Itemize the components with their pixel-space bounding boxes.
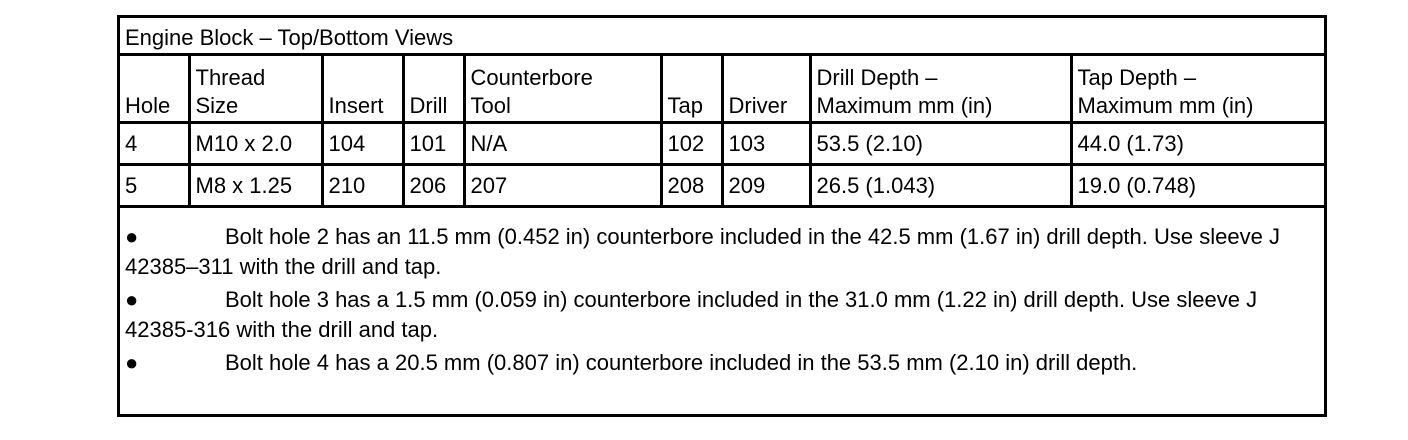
header-tap: Tap <box>661 56 722 123</box>
cell-thread-size: M10 x 2.0 <box>189 123 322 165</box>
cell-thread-size: M8 x 1.25 <box>189 165 322 207</box>
header-drill: Drill <box>403 56 464 123</box>
engine-block-table-frame <box>117 15 1327 417</box>
header-hole: Hole <box>120 56 189 123</box>
note-item <box>125 222 1324 282</box>
cell-hole: 4 <box>120 123 189 165</box>
bullet-icon: ● <box>125 287 139 312</box>
spec-table <box>120 56 1324 208</box>
note-text: Bolt hole 2 has an 11.5 mm (0.452 in) counterbore included in the 42.5 mm (1.67 in) drill depth. Use sleeve J 42385–311 with the drill and tap. <box>125 224 1280 279</box>
table-row <box>120 165 1324 207</box>
cell-tap-depth: 19.0 (0.748) <box>1071 165 1324 207</box>
cell-counterbore-tool: 207 <box>464 165 661 207</box>
cell-insert: 104 <box>322 123 403 165</box>
cell-tap-depth: 44.0 (1.73) <box>1071 123 1324 165</box>
cell-drill: 101 <box>403 123 464 165</box>
header-row <box>120 56 1324 123</box>
header-driver: Driver <box>722 56 810 123</box>
note-text: Bolt hole 4 has a 20.5 mm (0.807 in) counterbore included in the 53.5 mm (2.10 in) drill depth. <box>225 350 1138 375</box>
cell-counterbore-tool: N/A <box>464 123 661 165</box>
cell-drill-depth: 53.5 (2.10) <box>810 123 1071 165</box>
cell-driver: 209 <box>722 165 810 207</box>
note-text: Bolt hole 3 has a 1.5 mm (0.059 in) counterbore included in the 31.0 mm (1.22 in) drill depth. Use sleeve J 42385-316 with the drill and tap. <box>125 287 1258 342</box>
notes-section <box>120 208 1324 378</box>
cell-hole: 5 <box>120 165 189 207</box>
cell-tap: 208 <box>661 165 722 207</box>
cell-tap: 102 <box>661 123 722 165</box>
cell-drill: 206 <box>403 165 464 207</box>
header-insert: Insert <box>322 56 403 123</box>
header-counterbore-tool: Counterbore Tool <box>464 56 661 123</box>
bullet-icon: ● <box>125 224 139 249</box>
cell-insert: 210 <box>322 165 403 207</box>
note-item <box>125 348 1324 378</box>
header-thread-size: Thread Size <box>189 56 322 123</box>
bullet-icon: ● <box>125 350 139 375</box>
cell-driver: 103 <box>722 123 810 165</box>
header-tap-depth: Tap Depth – Maximum mm (in) <box>1071 56 1324 123</box>
note-item <box>125 285 1324 345</box>
cell-drill-depth: 26.5 (1.043) <box>810 165 1071 207</box>
table-row <box>120 123 1324 165</box>
table-title: Engine Block – Top/Bottom Views <box>120 18 1324 56</box>
header-drill-depth: Drill Depth – Maximum mm (in) <box>810 56 1071 123</box>
